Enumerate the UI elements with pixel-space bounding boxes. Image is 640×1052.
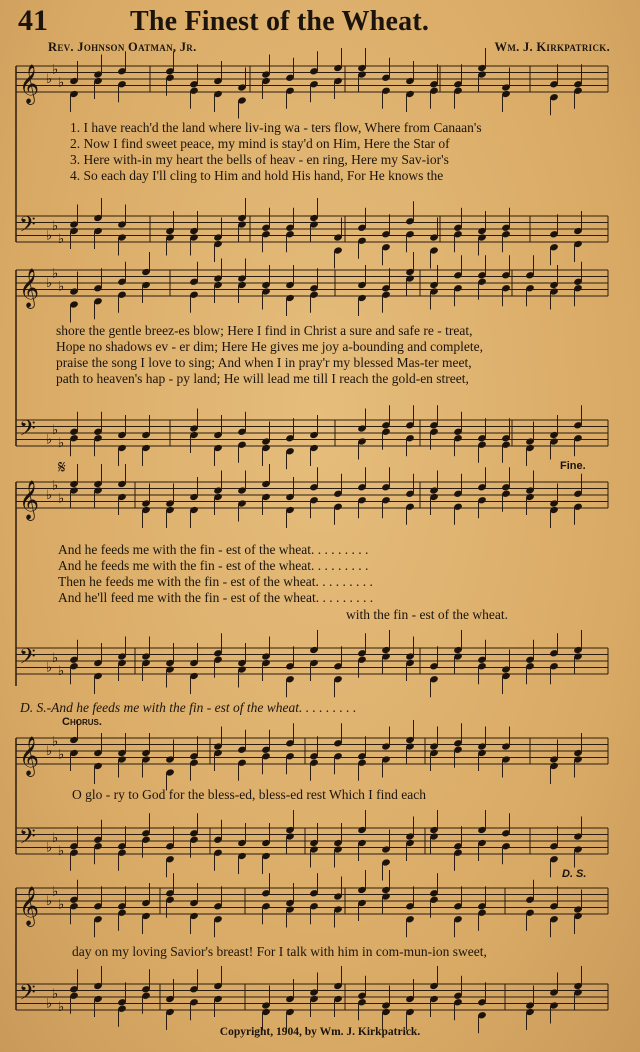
- flat-icon: ♭: [52, 478, 59, 494]
- verse-4-line-a: 4. So each day I'll cling to Him and hold His hand, For He knows the: [70, 168, 444, 183]
- system-5-treble: [16, 870, 608, 937]
- system-3-bass: [16, 630, 608, 697]
- chorus-line-b: day on my loving Savior's breast! For I talk with him in com-mun-ion sweet,: [72, 944, 487, 959]
- treble-clef-icon: 𝄞: [19, 268, 40, 308]
- verse-2-line-b: Hope no shadows ev - er dim; Here He gives me joy a-bounding and complete,: [56, 339, 484, 354]
- treble-clef-icon: 𝄞: [19, 886, 40, 926]
- flat-icon: ♭: [46, 432, 53, 448]
- hymn-number: 41: [18, 4, 48, 37]
- ds-refrain-line: D. S.-And he feeds me with the fin - est of the wheat. . . . . . . . .: [20, 700, 357, 715]
- chorus-label: Chorus.: [62, 716, 102, 728]
- fine-marking: Fine.: [560, 460, 586, 472]
- composer-credit: Wm. J. Kirkpatrick.: [494, 40, 610, 54]
- refrain-verse-3: Then he feeds me with the fin - est of the wheat. . . . . . . . .: [58, 574, 373, 589]
- system-1-treble: [16, 48, 608, 119]
- flat-icon: ♭: [52, 218, 59, 234]
- flat-icon: ♭: [52, 266, 59, 282]
- verse-1-line-b: shore the gentle breez-es blow; Here I find in Christ a sure and safe re - treat,: [56, 323, 473, 338]
- verse-4-line-b: path to heaven's hap - py land; He will lead me till I reach the gold-en street,: [56, 371, 469, 386]
- flat-icon: ♭: [58, 279, 65, 295]
- flat-icon: ♭: [58, 897, 65, 913]
- flat-icon: ♭: [46, 276, 53, 291]
- hymn-title: The Finest of the Wheat.: [130, 6, 430, 37]
- system-2-treble: [16, 252, 608, 323]
- system-4-bass: [16, 810, 608, 881]
- author-credit: Rev. Johnson Oatman, Jr.: [48, 40, 197, 54]
- bass-clef-icon: 𝄢: [19, 212, 36, 243]
- system-5-bass: [16, 966, 608, 1033]
- flat-icon: ♭: [46, 744, 53, 759]
- bass-clef-icon: 𝄢: [19, 824, 36, 855]
- flat-icon: ♭: [58, 231, 65, 247]
- flat-icon: ♭: [58, 75, 65, 91]
- copyright-notice: Copyright, 1904, by Wm. J. Kirkpatrick.: [219, 1026, 421, 1038]
- verse-3-line-a: 3. Here with-in my heart the bells of heav - en ring, Here my Sav-ior's: [70, 152, 449, 167]
- flat-icon: ♭: [46, 228, 53, 244]
- treble-clef-icon: 𝄞: [19, 480, 40, 520]
- flat-icon: ♭: [46, 660, 53, 676]
- flat-icon: ♭: [46, 894, 53, 909]
- flat-icon: ♭: [52, 884, 59, 900]
- flat-icon: ♭: [58, 747, 65, 763]
- bass-echo-line: with the fin - est of the wheat.: [346, 607, 508, 622]
- flat-icon: ♭: [58, 491, 65, 507]
- flat-icon: ♭: [52, 830, 59, 846]
- refrain-verse-4: And he'll feed me with the fin - est of the wheat. . . . . . . . .: [58, 590, 374, 605]
- flat-icon: ♭: [52, 422, 59, 438]
- bass-clef-icon: 𝄢: [19, 416, 36, 447]
- flat-icon: ♭: [46, 996, 53, 1012]
- flat-icon: ♭: [46, 72, 53, 87]
- treble-clef-icon: 𝄞: [19, 64, 40, 104]
- flat-icon: ♭: [58, 663, 65, 679]
- segno-icon: 𝄋: [58, 457, 66, 478]
- flat-icon: ♭: [46, 840, 53, 856]
- verse-1-line-a: 1. I have reach'd the land where liv-ing wa - ters flow, Where from Canaan's: [70, 120, 482, 135]
- verse-3-line-b: praise the song I love to sing; And when I in pray'r my blessed Mas-ter meet,: [56, 355, 472, 370]
- refrain-verse-2: And he feeds me with the fin - est of the wheat. . . . . . . . .: [58, 558, 369, 573]
- flat-icon: ♭: [58, 999, 65, 1015]
- chorus-line-a: O glo - ry to God for the bless-ed, bless-ed rest Which I find each: [72, 787, 427, 802]
- bass-clef-icon: 𝄢: [19, 644, 36, 675]
- flat-icon: ♭: [58, 435, 65, 451]
- treble-clef-icon: 𝄞: [19, 736, 40, 776]
- flat-icon: ♭: [46, 488, 53, 503]
- flat-icon: ♭: [52, 734, 59, 750]
- flat-icon: ♭: [58, 843, 65, 859]
- ds-marking: D. S.: [562, 868, 587, 880]
- system-2-bass: [16, 405, 608, 469]
- system-1-bass: [16, 198, 608, 269]
- verse-2-line-a: 2. Now I find sweet peace, my mind is stay'd on Him, Here the Star of: [70, 136, 450, 151]
- flat-icon: ♭: [52, 62, 59, 78]
- system-4-treble: [16, 720, 608, 791]
- flat-icon: ♭: [52, 650, 59, 666]
- flat-icon: ♭: [52, 986, 59, 1002]
- system-3-treble: [16, 464, 608, 528]
- bass-clef-icon: 𝄢: [19, 980, 36, 1011]
- refrain-verse-1: And he feeds me with the fin - est of the wheat. . . . . . . . .: [58, 542, 369, 557]
